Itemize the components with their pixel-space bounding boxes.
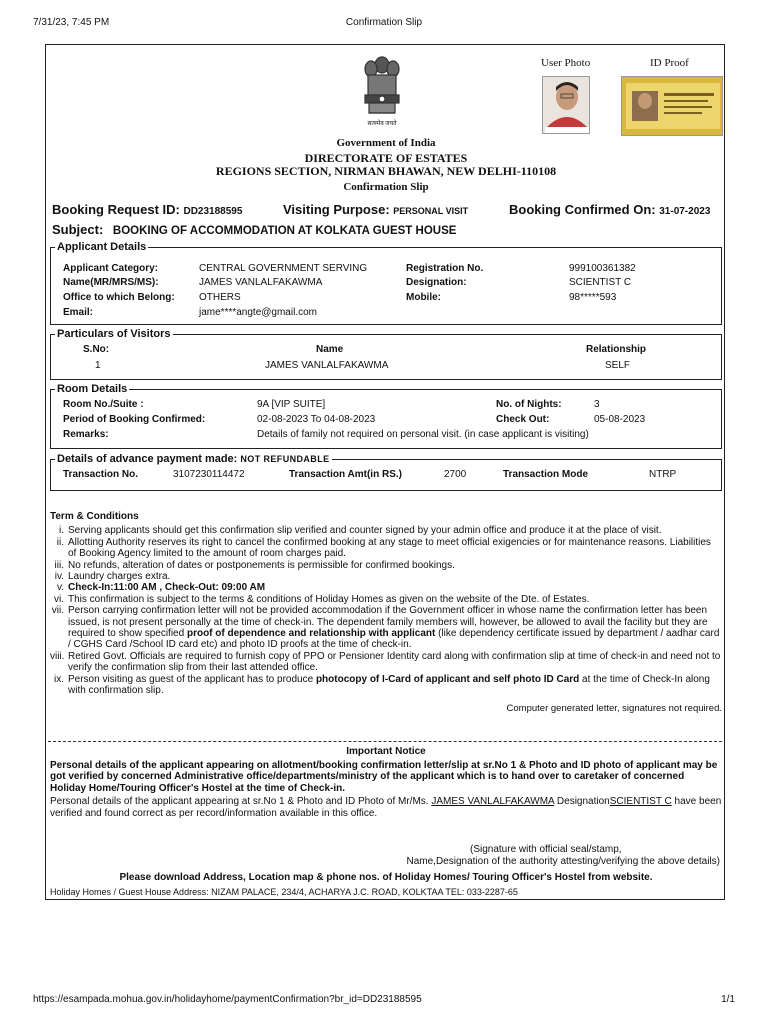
room-details-section xyxy=(50,383,722,449)
remarks-label: Remarks: xyxy=(63,429,109,440)
transaction-amount-label: Transaction Amt(in RS.) xyxy=(289,469,402,480)
signature-line-1: (Signature with official seal/stamp, xyxy=(470,844,622,855)
national-emblem-icon xyxy=(359,51,405,127)
mobile: 98*****593 xyxy=(569,292,617,303)
booking-request-label: Booking Request ID: xyxy=(52,202,180,217)
signature-line-2: Name,Designation of the authority attesting/verifying the above details) xyxy=(406,856,720,867)
user-photo-label: User Photo xyxy=(541,57,591,69)
visitor-relationship: SELF xyxy=(605,360,631,371)
important-notice-section xyxy=(50,746,722,897)
payment-not-refundable: NOT REFUNDABLE xyxy=(240,454,330,464)
registration-label: Registration No. xyxy=(406,263,484,274)
term-item: iii. No refunds, alteration of dates or postponements is permissible for confirmed bookings. xyxy=(54,559,455,571)
transaction-no: 3107230114472 xyxy=(173,469,245,480)
term-item: viii. Retired Govt. Officials are required to furnish copy of PPO or Pensioner Identity card along with confirmation slip at time of check-in and need not to verify the confirmation slip from their last attended office. xyxy=(50,650,721,674)
applicant-category-label: Applicant Category: xyxy=(63,263,159,274)
visitors-header-sno: S.No: xyxy=(83,344,110,355)
designation-label: Designation: xyxy=(406,277,467,288)
verification-name: JAMES VANLALFAKAWMA xyxy=(431,796,555,807)
booking-confirmed-label: Booking Confirmed On: xyxy=(509,202,656,217)
notice-title: Important Notice xyxy=(346,746,426,757)
checkout-label: Check Out: xyxy=(496,414,550,425)
room-label: Room No./Suite : xyxy=(63,399,144,410)
subject-text: BOOKING OF ACCOMMODATION AT KOLKATA GUEST HOUSE xyxy=(112,225,457,237)
confirmation-slip xyxy=(45,44,725,900)
office-label: Office to which Belong: xyxy=(63,292,175,303)
visitor-sno: 1 xyxy=(95,360,101,371)
applicant-details-legend: Applicant Details xyxy=(57,241,147,253)
visitor-name: JAMES VANLALFAKAWMA xyxy=(265,360,389,371)
download-note: Please download Address, Location map & phone nos. of Holiday Homes/ Touring Officer's Hostel from website. xyxy=(119,872,653,883)
visiting-purpose-label: Visiting Purpose: xyxy=(283,202,390,217)
gov-title: Government of India xyxy=(336,137,436,149)
visitors-header-name: Name xyxy=(316,344,344,355)
department-title: DIRECTORATE OF ESTATES xyxy=(304,151,468,165)
visiting-purpose: PERSONAL VISIT xyxy=(393,206,469,216)
nights-label: No. of Nights: xyxy=(496,399,562,410)
room-details-legend: Room Details xyxy=(57,383,128,395)
transaction-no-label: Transaction No. xyxy=(63,469,139,480)
booking-confirmed-date: 31-07-2023 xyxy=(659,206,711,217)
remarks-value: Details of family not required on personal visit. (in case applicant is visiting) xyxy=(257,429,589,440)
print-page-title: Confirmation Slip xyxy=(345,17,423,28)
term-item: v. Check-In:11:00 AM , Check-Out: 09:00 AM xyxy=(56,582,266,594)
term-item: vi. This confirmation is subject to the terms & conditions of Holiday Homes as given on the website of the Dte. of Estates. xyxy=(54,593,590,605)
terms-title: Term & Conditions xyxy=(50,511,139,522)
designation: SCIENTIST C xyxy=(569,277,632,288)
slip-title: Confirmation Slip xyxy=(343,181,429,193)
mobile-label: Mobile: xyxy=(406,292,441,303)
visitors-legend: Particulars of Visitors xyxy=(57,328,171,340)
term-item: vii. Person carrying confirmation letter will not be provided accommodation if the Government officer in whose name the confirmation letter has been issued, is not present personally at the time of check-in. The dependent family members will, however, be allowed to avail the facility but they are required to show specified proof of dependence and relationship with applicant (like dependency certificate issued by department / aadhar card / CGHS Card /School ID card etc) and photo ID proofs at the time of check-in. xyxy=(51,605,720,651)
guest-house-address: Holiday Homes / Guest House Address: NIZAM PALACE, 234/4, ACHARYA J.C. ROAD, KOLKTAA TEL: 033-2287-65 xyxy=(50,887,518,897)
registration-no: 999100361382 xyxy=(569,263,636,274)
applicant-details-section xyxy=(50,241,722,325)
term-item: iv. Laundry charges extra. xyxy=(54,571,171,583)
verification-text: Personal details of the applicant appearing at sr.No 1 & Photo and ID Photo of Mr/Ms. JAMES VANLALFAKAWMA DesignationSCIENTIST C have been verified and found correct as per record/information available in this office. xyxy=(50,796,722,819)
booking-request-id: DD23188595 xyxy=(183,206,243,217)
id-proof-label: ID Proof xyxy=(650,57,689,69)
room-value: 9A [VIP SUITE] xyxy=(257,399,326,410)
term-item: ix. Person visiting as guest of the applicant has to produce photocopy of I-Card of applicant and self photo ID Card at the time of Check-In along with confirmation slip. xyxy=(54,673,710,697)
subject-label: Subject: xyxy=(52,222,104,237)
transaction-amount: 2700 xyxy=(444,469,467,480)
nights-value: 3 xyxy=(594,399,600,410)
transaction-mode-label: Transaction Mode xyxy=(503,469,589,480)
visitors-header-relationship: Relationship xyxy=(586,344,647,355)
print-datetime: 7/31/23, 7:45 PM xyxy=(33,17,110,28)
print-url: https://esampada.mohua.gov.in/holidayhome/paymentConfirmation?br_id=DD23188595 xyxy=(33,994,422,1005)
applicant-name: JAMES VANLALFAKAWMA xyxy=(199,277,323,288)
verification-designation: SCIENTIST C xyxy=(609,796,672,807)
transaction-mode: NTRP xyxy=(649,469,677,480)
visitors-section xyxy=(50,328,722,380)
id-proof-image xyxy=(621,76,723,136)
applicant-category: CENTRAL GOVERNMENT SERVING xyxy=(199,263,368,274)
dashed-divider xyxy=(48,741,722,742)
terms-section xyxy=(50,511,722,714)
computer-generated-note: Computer generated letter, signatures not required. xyxy=(506,702,722,714)
print-page-count: 1/1 xyxy=(721,994,735,1005)
user-photo xyxy=(542,76,590,134)
checkout-value: 05-08-2023 xyxy=(594,414,646,425)
notice-bold-text: Personal details of the applicant appearing on allotment/booking confirmation letter/slip at sr.No 1 & Photo and ID photo of applicant may be got verified by concerned Administrative office/departments/ministry of the applicant which is to hand over to caretaker of concerned Holiday Home/Touring Officer's Hostel at the time of Check-in. xyxy=(50,759,718,794)
office: OTHERS xyxy=(199,292,241,303)
email-label: Email: xyxy=(63,307,94,318)
emblem-motto: सत्यमेव जयते xyxy=(367,121,397,127)
email: jame****angte@gmail.com xyxy=(199,307,317,318)
term-item: i. Serving applicants should get this confirmation slip verified and counter signed by your admin office and produce it at the place of visit. xyxy=(59,525,662,537)
period-value: 02-08-2023 To 04-08-2023 xyxy=(257,414,376,425)
region-title: REGIONS SECTION, NIRMAN BHAWAN, NEW DELHI-110108 xyxy=(215,164,557,178)
payment-legend: Details of advance payment made: xyxy=(57,453,238,465)
applicant-name-label: Name(MR/MRS/MS): xyxy=(63,277,159,288)
term-item: ii. Allotting Authority reserves its right to cancel the confirmed booking at any stage to meet official exigencies or for maintenance reasons. Liabilities of Booking Agency limited to the amount of room charges paid. xyxy=(56,536,711,560)
period-label: Period of Booking Confirmed: xyxy=(63,414,206,425)
payment-section xyxy=(50,453,722,491)
